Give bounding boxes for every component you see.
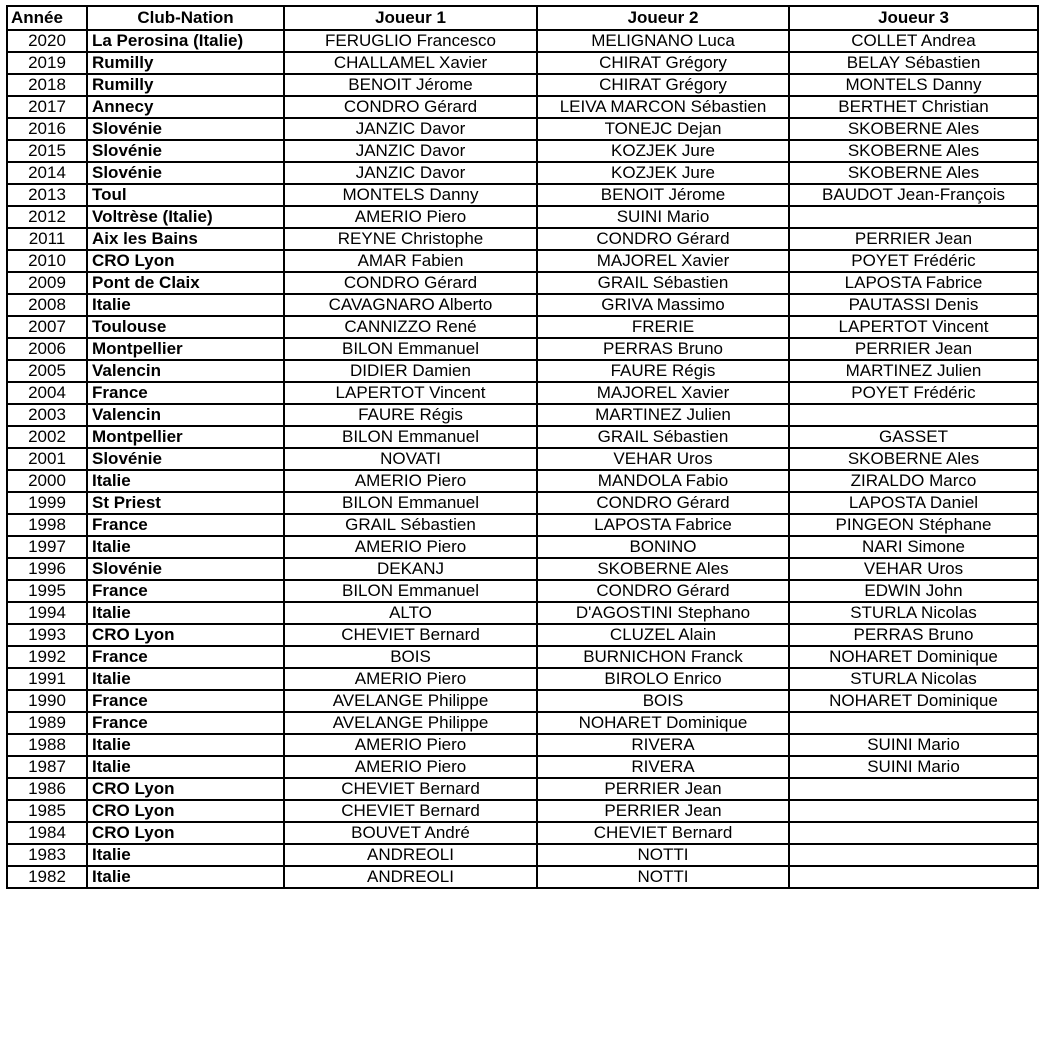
table-row xyxy=(7,470,1038,492)
year-cell: 1999 xyxy=(7,492,87,514)
table-body xyxy=(7,30,1038,888)
player3-cell: VEHAR Uros xyxy=(789,558,1038,580)
year-cell: 2011 xyxy=(7,228,87,250)
player1-cell: ANDREOLI xyxy=(284,844,537,866)
player3-cell: POYET Frédéric xyxy=(789,250,1038,272)
club-cell: Slovénie xyxy=(87,558,284,580)
year-cell: 1983 xyxy=(7,844,87,866)
player2-cell: PERRIER Jean xyxy=(537,800,789,822)
table-row xyxy=(7,140,1038,162)
year-cell: 2020 xyxy=(7,30,87,52)
club-cell: CRO Lyon xyxy=(87,800,284,822)
player2-cell: CHIRAT Grégory xyxy=(537,52,789,74)
table-row xyxy=(7,206,1038,228)
year-cell: 2005 xyxy=(7,360,87,382)
table-row xyxy=(7,118,1038,140)
year-cell: 2013 xyxy=(7,184,87,206)
player2-cell: LAPOSTA Fabrice xyxy=(537,514,789,536)
player2-cell: LEIVA MARCON Sébastien xyxy=(537,96,789,118)
table-row xyxy=(7,690,1038,712)
player3-cell: GASSET xyxy=(789,426,1038,448)
club-cell: Italie xyxy=(87,734,284,756)
club-cell: France xyxy=(87,514,284,536)
player2-cell: CHIRAT Grégory xyxy=(537,74,789,96)
year-cell: 2012 xyxy=(7,206,87,228)
player2-cell: BURNICHON Franck xyxy=(537,646,789,668)
player2-cell: SKOBERNE Ales xyxy=(537,558,789,580)
club-cell: Montpellier xyxy=(87,338,284,360)
club-cell: Slovénie xyxy=(87,162,284,184)
club-cell: Slovénie xyxy=(87,448,284,470)
player2-cell: BIROLO Enrico xyxy=(537,668,789,690)
results-table xyxy=(6,5,1039,889)
player1-cell: AMERIO Piero xyxy=(284,756,537,778)
table-row xyxy=(7,162,1038,184)
table-header xyxy=(7,6,1038,30)
club-cell: Toulouse xyxy=(87,316,284,338)
table-row xyxy=(7,712,1038,734)
club-cell: CRO Lyon xyxy=(87,778,284,800)
club-cell: Italie xyxy=(87,294,284,316)
year-cell: 1988 xyxy=(7,734,87,756)
player1-cell: AMERIO Piero xyxy=(284,536,537,558)
player2-cell: MAJOREL Xavier xyxy=(537,382,789,404)
table-row xyxy=(7,448,1038,470)
player1-cell: CHALLAMEL Xavier xyxy=(284,52,537,74)
year-cell: 1995 xyxy=(7,580,87,602)
year-cell: 2003 xyxy=(7,404,87,426)
player1-cell: DEKANJ xyxy=(284,558,537,580)
table-row xyxy=(7,734,1038,756)
table-row xyxy=(7,668,1038,690)
player1-cell: BILON Emmanuel xyxy=(284,492,537,514)
player3-cell: LAPOSTA Fabrice xyxy=(789,272,1038,294)
player2-cell: RIVERA xyxy=(537,756,789,778)
table-row xyxy=(7,74,1038,96)
table-row xyxy=(7,228,1038,250)
table-row xyxy=(7,316,1038,338)
player2-cell: D'AGOSTINI Stephano xyxy=(537,602,789,624)
player3-cell: SKOBERNE Ales xyxy=(789,162,1038,184)
player2-cell: GRAIL Sébastien xyxy=(537,272,789,294)
player3-cell: SUINI Mario xyxy=(789,734,1038,756)
player1-cell: LAPERTOT Vincent xyxy=(284,382,537,404)
table-row xyxy=(7,800,1038,822)
player1-cell: GRAIL Sébastien xyxy=(284,514,537,536)
player2-cell: RIVERA xyxy=(537,734,789,756)
table-row xyxy=(7,492,1038,514)
player2-cell: NOHARET Dominique xyxy=(537,712,789,734)
year-cell: 2004 xyxy=(7,382,87,404)
table-row xyxy=(7,844,1038,866)
player2-cell: MELIGNANO Luca xyxy=(537,30,789,52)
player3-cell: PERRIER Jean xyxy=(789,228,1038,250)
year-cell: 1985 xyxy=(7,800,87,822)
player2-cell: CONDRO Gérard xyxy=(537,228,789,250)
player1-cell: DIDIER Damien xyxy=(284,360,537,382)
player3-cell xyxy=(789,800,1038,822)
player3-cell xyxy=(789,206,1038,228)
table-row xyxy=(7,822,1038,844)
player2-cell: CONDRO Gérard xyxy=(537,580,789,602)
header-player1: Joueur 1 xyxy=(284,6,537,30)
table-row xyxy=(7,514,1038,536)
year-cell: 2010 xyxy=(7,250,87,272)
table-row xyxy=(7,756,1038,778)
year-cell: 1989 xyxy=(7,712,87,734)
player1-cell: REYNE Christophe xyxy=(284,228,537,250)
player1-cell: NOVATI xyxy=(284,448,537,470)
player2-cell: CONDRO Gérard xyxy=(537,492,789,514)
table-row xyxy=(7,250,1038,272)
player2-cell: MARTINEZ Julien xyxy=(537,404,789,426)
player1-cell: BILON Emmanuel xyxy=(284,580,537,602)
player1-cell: CONDRO Gérard xyxy=(284,96,537,118)
player3-cell: PERRAS Bruno xyxy=(789,624,1038,646)
year-cell: 1998 xyxy=(7,514,87,536)
year-cell: 2000 xyxy=(7,470,87,492)
player1-cell: CHEVIET Bernard xyxy=(284,778,537,800)
player3-cell: LAPERTOT Vincent xyxy=(789,316,1038,338)
club-cell: France xyxy=(87,580,284,602)
player3-cell: SKOBERNE Ales xyxy=(789,140,1038,162)
header-year: Année xyxy=(7,6,87,30)
player3-cell: ZIRALDO Marco xyxy=(789,470,1038,492)
player1-cell: CAVAGNARO Alberto xyxy=(284,294,537,316)
club-cell: Annecy xyxy=(87,96,284,118)
year-cell: 2016 xyxy=(7,118,87,140)
player3-cell: LAPOSTA Daniel xyxy=(789,492,1038,514)
club-cell: Valencin xyxy=(87,404,284,426)
player2-cell: GRAIL Sébastien xyxy=(537,426,789,448)
club-cell: France xyxy=(87,646,284,668)
club-cell: Aix les Bains xyxy=(87,228,284,250)
club-cell: France xyxy=(87,382,284,404)
table-row xyxy=(7,52,1038,74)
year-cell: 2019 xyxy=(7,52,87,74)
player2-cell: KOZJEK Jure xyxy=(537,140,789,162)
table-row xyxy=(7,294,1038,316)
year-cell: 1991 xyxy=(7,668,87,690)
player1-cell: AMERIO Piero xyxy=(284,470,537,492)
year-cell: 1987 xyxy=(7,756,87,778)
player2-cell: FAURE Régis xyxy=(537,360,789,382)
player1-cell: AMAR Fabien xyxy=(284,250,537,272)
club-cell: Slovénie xyxy=(87,140,284,162)
club-cell: Italie xyxy=(87,536,284,558)
club-cell: Italie xyxy=(87,668,284,690)
year-cell: 1990 xyxy=(7,690,87,712)
player3-cell xyxy=(789,778,1038,800)
year-cell: 1997 xyxy=(7,536,87,558)
player3-cell xyxy=(789,844,1038,866)
year-cell: 2018 xyxy=(7,74,87,96)
table-row xyxy=(7,602,1038,624)
table-row xyxy=(7,338,1038,360)
player3-cell: POYET Frédéric xyxy=(789,382,1038,404)
table-row xyxy=(7,536,1038,558)
club-cell: Italie xyxy=(87,756,284,778)
header-row xyxy=(7,6,1038,30)
table-row xyxy=(7,184,1038,206)
year-cell: 1992 xyxy=(7,646,87,668)
player1-cell: CONDRO Gérard xyxy=(284,272,537,294)
club-cell: France xyxy=(87,690,284,712)
player3-cell: SUINI Mario xyxy=(789,756,1038,778)
club-cell: France xyxy=(87,712,284,734)
club-cell: Toul xyxy=(87,184,284,206)
player2-cell: BONINO xyxy=(537,536,789,558)
year-cell: 2001 xyxy=(7,448,87,470)
player2-cell: PERRAS Bruno xyxy=(537,338,789,360)
player2-cell: MANDOLA Fabio xyxy=(537,470,789,492)
club-cell: Pont de Claix xyxy=(87,272,284,294)
year-cell: 2007 xyxy=(7,316,87,338)
player1-cell: AMERIO Piero xyxy=(284,668,537,690)
player3-cell: BERTHET Christian xyxy=(789,96,1038,118)
year-cell: 2014 xyxy=(7,162,87,184)
player2-cell: NOTTI xyxy=(537,844,789,866)
year-cell: 2015 xyxy=(7,140,87,162)
player3-cell: BELAY Sébastien xyxy=(789,52,1038,74)
player1-cell: AMERIO Piero xyxy=(284,206,537,228)
player2-cell: TONEJC Dejan xyxy=(537,118,789,140)
year-cell: 2009 xyxy=(7,272,87,294)
player1-cell: MONTELS Danny xyxy=(284,184,537,206)
player2-cell: CHEVIET Bernard xyxy=(537,822,789,844)
player1-cell: AMERIO Piero xyxy=(284,734,537,756)
player1-cell: AVELANGE Philippe xyxy=(284,712,537,734)
year-cell: 1982 xyxy=(7,866,87,888)
header-player3: Joueur 3 xyxy=(789,6,1038,30)
player1-cell: CHEVIET Bernard xyxy=(284,624,537,646)
table-row xyxy=(7,580,1038,602)
club-cell: Voltrèse (Italie) xyxy=(87,206,284,228)
player1-cell: FAURE Régis xyxy=(284,404,537,426)
player2-cell: GRIVA Massimo xyxy=(537,294,789,316)
club-cell: Rumilly xyxy=(87,52,284,74)
year-cell: 2008 xyxy=(7,294,87,316)
table-row xyxy=(7,426,1038,448)
player3-cell: NARI Simone xyxy=(789,536,1038,558)
player3-cell: PINGEON Stéphane xyxy=(789,514,1038,536)
player3-cell xyxy=(789,866,1038,888)
club-cell: Montpellier xyxy=(87,426,284,448)
player3-cell xyxy=(789,822,1038,844)
club-cell: Italie xyxy=(87,602,284,624)
club-cell: CRO Lyon xyxy=(87,624,284,646)
player3-cell: SKOBERNE Ales xyxy=(789,448,1038,470)
table-row xyxy=(7,272,1038,294)
player3-cell xyxy=(789,712,1038,734)
player2-cell: BOIS xyxy=(537,690,789,712)
table-row xyxy=(7,30,1038,52)
club-cell: Rumilly xyxy=(87,74,284,96)
table-row xyxy=(7,646,1038,668)
table-row xyxy=(7,558,1038,580)
year-cell: 1986 xyxy=(7,778,87,800)
club-cell: Italie xyxy=(87,866,284,888)
club-cell: Italie xyxy=(87,470,284,492)
club-cell: La Perosina (Italie) xyxy=(87,30,284,52)
player1-cell: JANZIC Davor xyxy=(284,140,537,162)
player3-cell: EDWIN John xyxy=(789,580,1038,602)
year-cell: 1993 xyxy=(7,624,87,646)
club-cell: Valencin xyxy=(87,360,284,382)
club-cell: CRO Lyon xyxy=(87,250,284,272)
year-cell: 1996 xyxy=(7,558,87,580)
club-cell: Italie xyxy=(87,844,284,866)
year-cell: 2002 xyxy=(7,426,87,448)
player3-cell: STURLA Nicolas xyxy=(789,602,1038,624)
table-row xyxy=(7,360,1038,382)
year-cell: 1994 xyxy=(7,602,87,624)
player2-cell: PERRIER Jean xyxy=(537,778,789,800)
year-cell: 2006 xyxy=(7,338,87,360)
player2-cell: CLUZEL Alain xyxy=(537,624,789,646)
player3-cell: PAUTASSI Denis xyxy=(789,294,1038,316)
player3-cell: MARTINEZ Julien xyxy=(789,360,1038,382)
player1-cell: BOUVET André xyxy=(284,822,537,844)
player3-cell: STURLA Nicolas xyxy=(789,668,1038,690)
player1-cell: BENOIT Jérome xyxy=(284,74,537,96)
player1-cell: BILON Emmanuel xyxy=(284,338,537,360)
player1-cell: BOIS xyxy=(284,646,537,668)
player2-cell: NOTTI xyxy=(537,866,789,888)
club-cell: Slovénie xyxy=(87,118,284,140)
table-row xyxy=(7,866,1038,888)
player1-cell: AVELANGE Philippe xyxy=(284,690,537,712)
player3-cell: NOHARET Dominique xyxy=(789,646,1038,668)
club-cell: CRO Lyon xyxy=(87,822,284,844)
club-cell: St Priest xyxy=(87,492,284,514)
player1-cell: CANNIZZO René xyxy=(284,316,537,338)
table-row xyxy=(7,624,1038,646)
year-cell: 2017 xyxy=(7,96,87,118)
player2-cell: FRERIE xyxy=(537,316,789,338)
player3-cell: SKOBERNE Ales xyxy=(789,118,1038,140)
table-row xyxy=(7,96,1038,118)
header-club: Club-Nation xyxy=(87,6,284,30)
player1-cell: JANZIC Davor xyxy=(284,118,537,140)
player2-cell: BENOIT Jérome xyxy=(537,184,789,206)
player1-cell: ALTO xyxy=(284,602,537,624)
player3-cell: PERRIER Jean xyxy=(789,338,1038,360)
table-row xyxy=(7,778,1038,800)
player3-cell: MONTELS Danny xyxy=(789,74,1038,96)
player3-cell: BAUDOT Jean-François xyxy=(789,184,1038,206)
player3-cell xyxy=(789,404,1038,426)
year-cell: 1984 xyxy=(7,822,87,844)
player1-cell: FERUGLIO Francesco xyxy=(284,30,537,52)
player1-cell: BILON Emmanuel xyxy=(284,426,537,448)
player2-cell: MAJOREL Xavier xyxy=(537,250,789,272)
player1-cell: CHEVIET Bernard xyxy=(284,800,537,822)
table-row xyxy=(7,382,1038,404)
player1-cell: JANZIC Davor xyxy=(284,162,537,184)
table-row xyxy=(7,404,1038,426)
player2-cell: KOZJEK Jure xyxy=(537,162,789,184)
header-player2: Joueur 2 xyxy=(537,6,789,30)
player2-cell: VEHAR Uros xyxy=(537,448,789,470)
player1-cell: ANDREOLI xyxy=(284,866,537,888)
player3-cell: NOHARET Dominique xyxy=(789,690,1038,712)
player2-cell: SUINI Mario xyxy=(537,206,789,228)
player3-cell: COLLET Andrea xyxy=(789,30,1038,52)
